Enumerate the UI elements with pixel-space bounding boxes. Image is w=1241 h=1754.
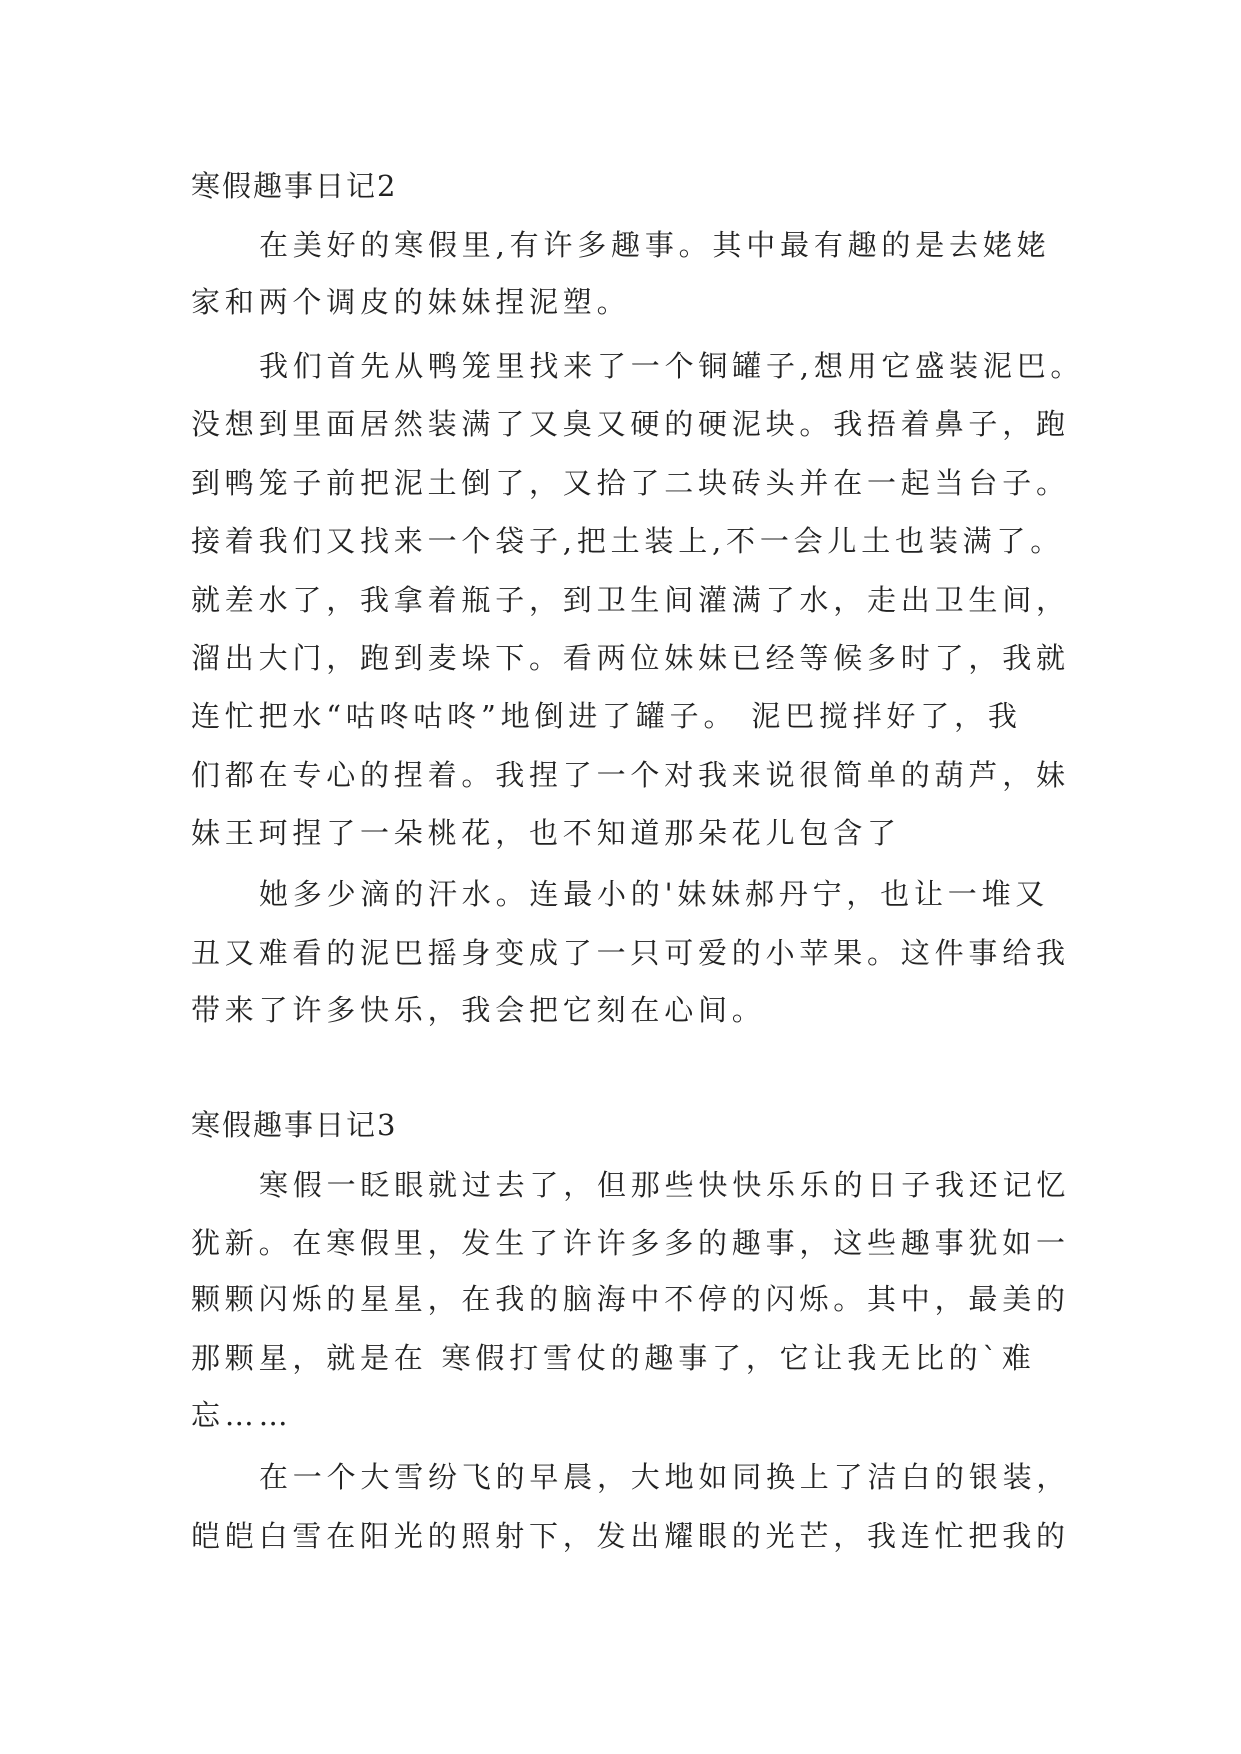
- paragraph-line: 带来了许多快乐，我会把它刻在心间。: [191, 993, 766, 1027]
- paragraph-line: 就差水了，我拿着瓶子，到卫生间灌满了水，走出卫生间，: [191, 583, 1070, 617]
- paragraph-line: 接着我们又找来一个袋子,把土装上,不一会儿土也装满了。: [191, 524, 1065, 558]
- paragraph-line: 到鸭笼子前把泥土倒了，又拾了二块砖头并在一起当台子。: [191, 466, 1070, 500]
- paragraph-line: 在一个大雪纷飞的早晨，大地如同换上了洁白的银装，: [259, 1460, 1071, 1494]
- paragraph-line: 忘……: [191, 1398, 293, 1432]
- paragraph-line: 在美好的寒假里,有许多趣事。其中最有趣的是去姥姥: [259, 228, 1051, 262]
- section-title: 寒假趣事日记3: [191, 1108, 398, 1142]
- paragraph-line: 溜出大门，跑到麦垛下。看两位妹妹已经等候多时了，我就: [191, 641, 1070, 675]
- paragraph-line: 妹王珂捏了一朵桃花，也不知道那朵花儿包含了: [191, 816, 901, 850]
- paragraph-line: 我们首先从鸭笼里找来了一个铜罐子,想用它盛装泥巴。: [259, 349, 1085, 383]
- paragraph-line: 皑皑白雪在阳光的照射下，发出耀眼的光芒，我连忙把我的: [191, 1519, 1070, 1553]
- paragraph-line: 颗颗闪烁的星星，在我的脑海中不停的闪烁。其中，最美的: [191, 1282, 1070, 1316]
- paragraph-line: 犹新。在寒假里，发生了许许多多的趣事，这些趣事犹如一: [191, 1226, 1070, 1260]
- section-title: 寒假趣事日记2: [191, 169, 398, 203]
- paragraph-line: 寒假一眨眼就过去了，但那些快快乐乐的日子我还记忆: [259, 1168, 1071, 1202]
- paragraph-line: 丑又难看的泥巴摇身变成了一只可爱的小苹果。这件事给我: [191, 936, 1070, 970]
- paragraph-line: 们都在专心的捏着。我捏了一个对我来说很简单的葫芦，妹: [191, 758, 1070, 792]
- paragraph-line: 连忙把水“咕咚咕咚”地倒进了罐子。 泥巴搅拌好了，我: [191, 699, 1022, 733]
- paragraph-line: 没想到里面居然装满了又臭又硬的硬泥块。我捂着鼻子，跑: [191, 407, 1070, 441]
- paragraph-line: 那颗星，就是在 寒假打雪仗的趣事了，它让我无比的`难: [191, 1341, 1036, 1375]
- paragraph-line: 家和两个调皮的妹妹捏泥塑。: [191, 285, 631, 319]
- paragraph-line: 她多少滴的汗水。连最小的'妹妹郝丹宁，也让一堆又: [259, 877, 1050, 911]
